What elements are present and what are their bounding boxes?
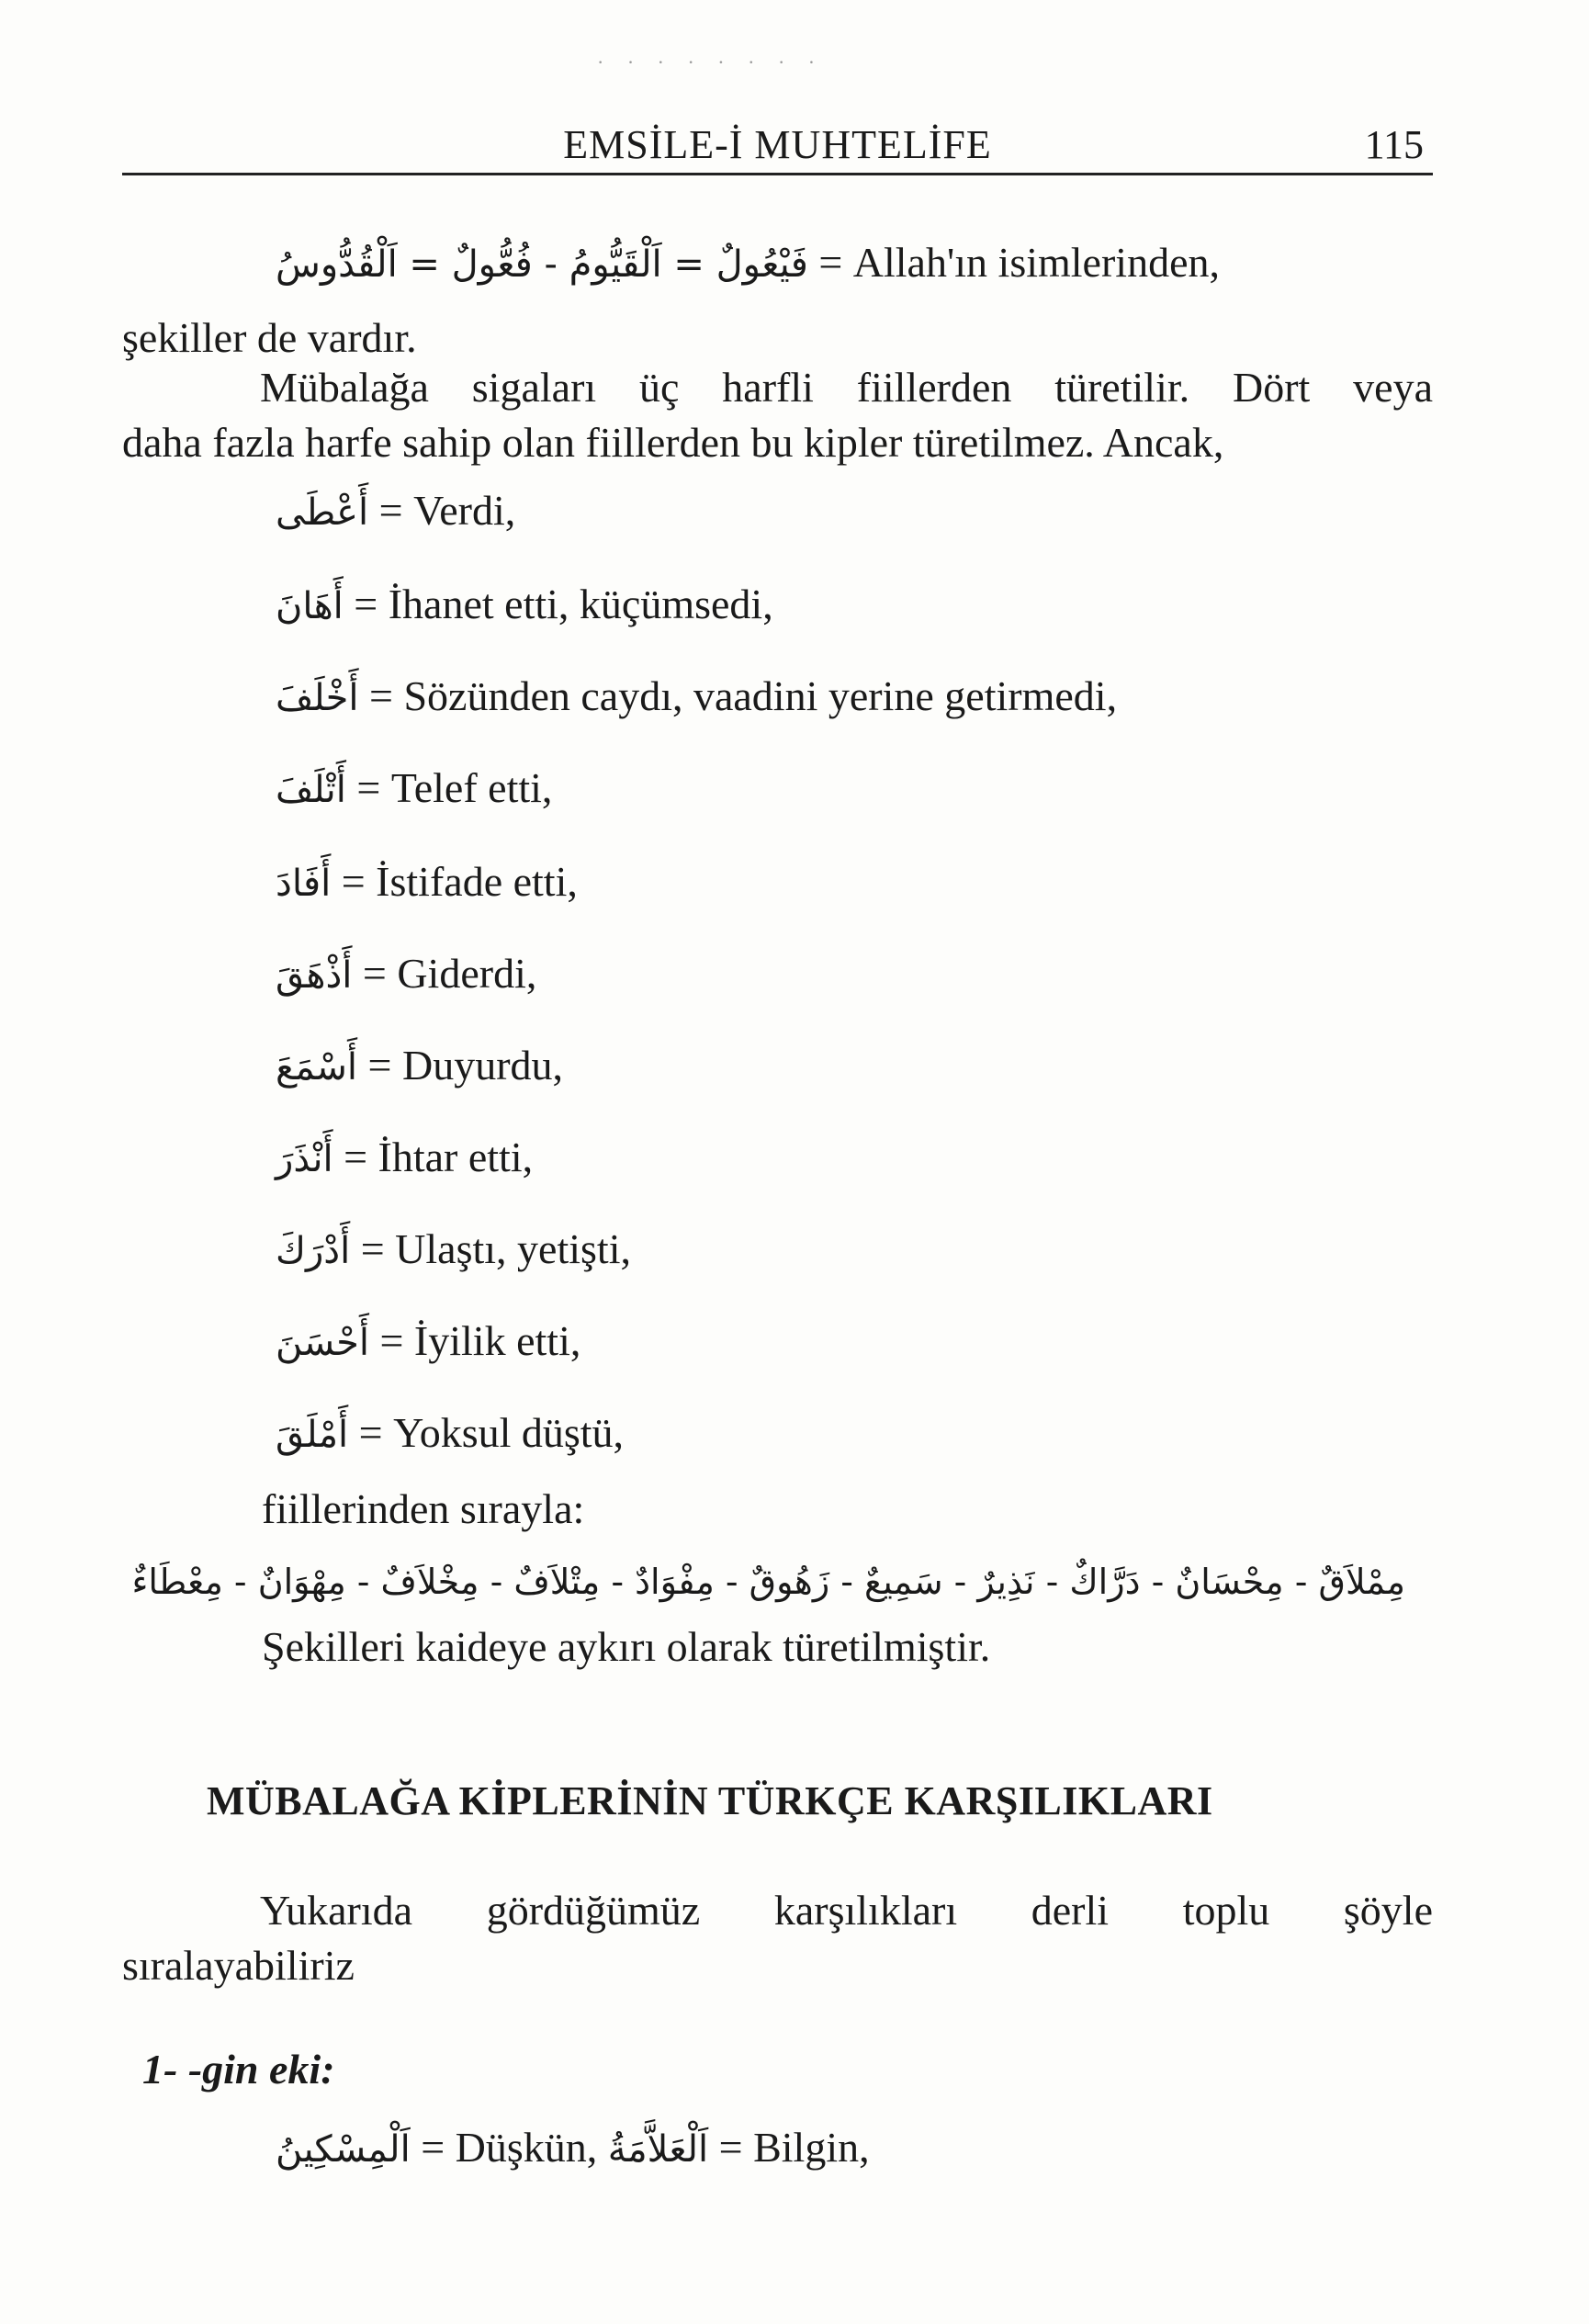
paragraph-1-second: daha fazla harfe sahip olan fiillerden bu kipler türetilmez. Ancak,: [122, 419, 1224, 466]
verb-arabic: أَمْلَقَ: [276, 1414, 349, 1456]
verb-arabic: أَفَادَ: [276, 863, 332, 905]
verb-arabic: أَعْطَى: [276, 491, 369, 534]
verb-entry: [276, 1132, 533, 1182]
example-line: [276, 2122, 870, 2172]
verb-meaning: = Sözünden caydı, vaadini yerine getirmedi,: [369, 672, 1118, 719]
example-meaning: = Bilgin,: [718, 2124, 870, 2171]
top-line: [276, 237, 1220, 288]
fiillerinden-line: fiillerinden sırayla:: [262, 1485, 585, 1532]
running-header: [122, 108, 1433, 175]
line-sekiller: şekiller de vardır.: [122, 314, 417, 361]
verb-meaning: = Verdi,: [378, 487, 516, 534]
paragraph-2: [122, 1883, 1433, 1993]
paragraph-2-second: sıralayabiliriz: [122, 1942, 355, 1989]
paragraph-2-first: Yukarıda gördüğümüz karşılıkları derli toplu şöyle: [260, 1887, 1433, 1934]
example-arabic: اَلْمِسْكِينُ: [276, 2128, 411, 2171]
verb-arabic: أَذْهَقَ: [276, 954, 353, 997]
verb-entry: [276, 856, 578, 907]
verb-meaning: = İhanet etti, küçümsedi,: [354, 581, 773, 627]
scan-marks: · · · · · · · ·: [597, 51, 825, 73]
verb-entry: [276, 948, 536, 998]
verb-entry: [276, 1040, 563, 1090]
section-heading: MÜBALAĞA KİPLERİNİN TÜRKÇE KARŞILIKLARI: [207, 1778, 1213, 1823]
verb-meaning: = İstifade etti,: [341, 858, 578, 905]
top-line-arabic: فَيْعُولٌ = اَلْقَيُّومُ - فُعُّولٌ = اَلْقُدُّوسُ: [276, 243, 808, 286]
verb-meaning: = Ulaştı, yetişti,: [360, 1225, 631, 1272]
subheading: 1- -gin eki:: [142, 2046, 335, 2093]
verb-meaning: = Giderdi,: [362, 950, 537, 997]
verb-entry: [276, 1224, 631, 1274]
example-meaning: = Düşkün,: [421, 2124, 598, 2171]
verb-arabic: أَهَانَ: [276, 585, 344, 627]
top-line-text: = Allah'ın isimlerinden,: [818, 239, 1220, 286]
verb-entry: [276, 485, 515, 536]
verb-arabic: أَسْمَعَ: [276, 1046, 358, 1089]
header-title: EMSİLE-İ MUHTELİFE: [563, 122, 992, 167]
verb-arabic: أَنْذَرَ: [276, 1138, 333, 1180]
verb-arabic: أَحْسَنَ: [276, 1322, 369, 1364]
verb-arabic: أَدْرَكَ: [276, 1230, 351, 1272]
verb-entry: [276, 762, 552, 813]
verb-meaning: = Duyurdu,: [367, 1042, 564, 1089]
verb-entry: [276, 1315, 580, 1366]
paragraph-1-first: Mübalağa sigaları üç harfli fiillerden türetilir. Dört veya: [260, 364, 1433, 411]
verb-arabic: أَتْلَفَ: [276, 769, 346, 811]
verb-meaning: = Yoksul düştü,: [358, 1409, 625, 1456]
verb-meaning: = İhtar etti,: [344, 1134, 534, 1180]
verb-entry: [276, 579, 773, 629]
verb-entry: [276, 1407, 624, 1458]
example-arabic: اَلْعَلاَّمَةُ: [607, 2128, 709, 2171]
paragraph-1: [122, 360, 1433, 470]
verb-meaning: = Telef etti,: [356, 764, 553, 811]
page-number: 115: [1364, 122, 1424, 167]
verb-meaning: = İyilik etti,: [379, 1317, 581, 1364]
verb-entry: [276, 671, 1117, 721]
arabic-word-row: مِمْلاَقٌ - مِحْسَانٌ - دَرَّاكٌ - نَذِيرٌ - سَمِيعٌ - زَهُوقٌ - مِفْوَادٌ - مِتْلاَفٌ - مِخْلاَفٌ - مِهْوَانٌ - مِعْطَاءٌ: [131, 1562, 1405, 1602]
verb-arabic: أَخْلَفَ: [276, 677, 359, 719]
conclusion-line: Şekilleri kaideye aykırı olarak türetilmiştir.: [262, 1623, 991, 1670]
